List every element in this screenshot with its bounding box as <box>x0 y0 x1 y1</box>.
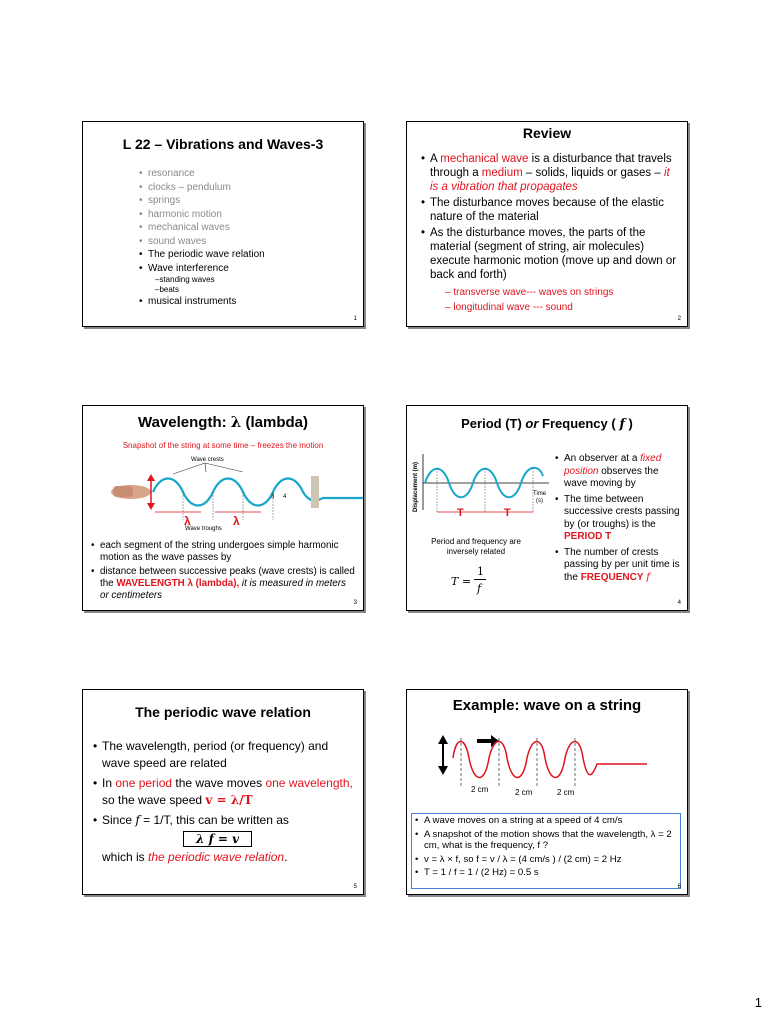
slide-number: 3 <box>353 600 357 606</box>
review-list <box>421 152 679 282</box>
boxed-relation: λ f = v <box>183 831 252 847</box>
period-diagram <box>409 450 551 520</box>
list-item: • T = 1 / f = 1 / (2 Hz) = 0.5 s <box>415 867 677 879</box>
string-wave-diagram <box>407 728 687 808</box>
slide-number: 5 <box>353 884 357 890</box>
sub-item: – longitudinal wave --- sound <box>437 300 613 315</box>
period-list <box>555 453 683 584</box>
list-item: • The number of crests passing by per unit time is the FREQUENCY f <box>555 547 683 585</box>
topic-list-end <box>139 296 236 307</box>
displacement-label: Displacement (m) <box>413 461 419 512</box>
slide-title: The periodic wave relation <box>135 704 311 720</box>
list-item: • The time between successive crests passing by (or troughs) is the PERIOD T <box>555 494 683 544</box>
label-3: 3 <box>271 494 275 500</box>
period-label: T <box>504 507 511 519</box>
list-item: • As the disturbance moves, the parts of the material (segment of string, air molecules) execute harmonic motion (move up and down or back and forth) <box>421 226 679 282</box>
list-item: • A mechanical wave is a disturbance that travels through a medium – solids, liquids or gases – it is a vibration that propagates <box>421 152 679 194</box>
slide-2 <box>406 121 688 327</box>
list-item: • clocks – pendulum <box>139 181 265 195</box>
sub-list <box>147 275 215 295</box>
sub-list <box>437 285 613 315</box>
list-item: • distance between successive peaks (wave crests) is called the WAVELENGTH λ (lambda), it is measured in meters or centimeters <box>91 566 355 602</box>
slide-4: Period (T) or Frequency ( f ) Displacement (m) Time (s) T T Period and frequency are inversely related T = 1 f • An observer at a fixed position observes the wave moving by • The time between successive crests passing by (or troughs) is the PERIOD T • The number of crests passing by per unit time is the FREQUENCY f 4 <box>406 405 688 611</box>
lambda-label: λ <box>233 514 240 528</box>
list-item: • A snapshot of the motion shows that the wavelength, λ = 2 cm, what is the frequency, f ? <box>415 829 677 852</box>
wave-curve <box>153 479 363 506</box>
relation-list <box>93 738 355 829</box>
slide-1 <box>82 121 364 327</box>
list-item: • musical instruments <box>139 296 236 307</box>
list-item: • The wavelength, period (or frequency) and wave speed are related <box>93 738 355 772</box>
list-item: • A wave moves on a string at a speed of 4 cm/s <box>415 815 677 827</box>
wave-troughs-label: Wave troughs <box>185 526 222 532</box>
time-unit: (s) <box>536 498 543 504</box>
list-item: • each segment of the string undergoes simple harmonic motion as the wave passes by <box>91 540 355 564</box>
spacing-label: 2 cm <box>471 785 489 794</box>
list-item: • The periodic wave relation <box>139 248 265 262</box>
slide-number: 2 <box>677 316 681 322</box>
slide-number: 6 <box>677 884 681 890</box>
sub-item: – beats <box>147 285 215 295</box>
list-item: • The disturbance moves because of the elastic nature of the material <box>421 196 679 224</box>
wavelength-list <box>91 540 355 602</box>
list-item: • springs <box>139 194 265 208</box>
page-number: 1 <box>754 995 762 1010</box>
list-item: • In one period the wave moves one wavelength, so the wave speed v = λ/T <box>93 775 355 809</box>
list-item: • sound waves <box>139 235 265 249</box>
time-label: Time <box>533 491 547 497</box>
slide-5 <box>82 689 364 895</box>
list-item: • An observer at a fixed position observes the wave moving by <box>555 453 683 491</box>
list-item: • harmonic motion <box>139 208 265 222</box>
spacing-label: 2 cm <box>557 788 575 797</box>
list-item: • mechanical waves <box>139 221 265 235</box>
slide-title: Review <box>522 125 572 141</box>
slide-number: 1 <box>353 316 357 322</box>
list-item: • resonance <box>139 167 265 181</box>
list-item: • v = λ × f, so f = v / λ = (4 cm/s ) / (2 cm) = 2 Hz <box>415 854 677 866</box>
slide-title: Wavelength: λ (lambda) <box>137 413 308 431</box>
list-item: • Since f = 1/T, this can be written as <box>93 812 355 829</box>
slide-title: L 22 – Vibrations and Waves-3 <box>122 136 324 152</box>
wave-curve <box>453 742 647 778</box>
topic-list <box>139 167 265 275</box>
period-label: T <box>457 507 464 519</box>
slide-title: Period (T) or Frequency ( f ) <box>461 416 633 432</box>
relation-conclusion: which is the periodic wave relation. <box>102 850 288 864</box>
direction-arrow <box>477 735 499 747</box>
label-4: 4 <box>283 494 287 500</box>
slide-title: Example: wave on a string <box>452 697 642 714</box>
lambda-label: λ <box>184 514 191 528</box>
wave-curve <box>425 468 543 498</box>
wavelength-diagram <box>83 450 363 532</box>
spacing-label: 2 cm <box>515 788 533 797</box>
sub-item: – transverse wave--- waves on strings <box>437 285 613 300</box>
diagram-caption: Period and frequency are inversely related <box>431 537 521 556</box>
sub-item: – standing waves <box>147 275 215 285</box>
slide-number: 4 <box>677 600 681 606</box>
example-list <box>415 815 677 879</box>
wave-crests-label: Wave crests <box>191 457 224 463</box>
slide-6 <box>406 689 688 895</box>
list-item: • Wave interference <box>139 262 265 276</box>
slide-subtitle: Snapshot of the string at some time – freezes the motion <box>122 441 324 450</box>
wall <box>311 476 319 508</box>
slide-3 <box>82 405 364 611</box>
